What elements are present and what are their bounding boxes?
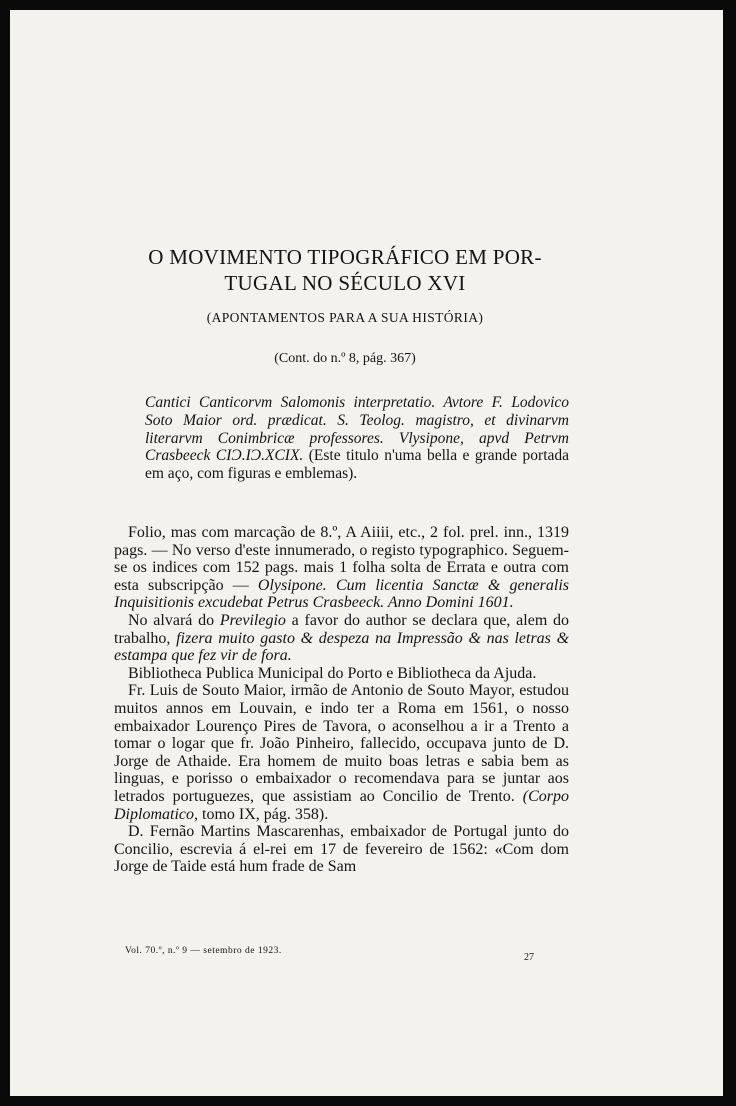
biography-reference: tomo IX, pág. 358). bbox=[198, 805, 329, 823]
paragraph-libraries: Bibliotheca Publica Municipal do Porto e Bibliotheca da Ajuda. bbox=[128, 664, 537, 682]
article-body bbox=[114, 524, 569, 876]
biography-source: (Corpo Diplomatico, bbox=[114, 787, 569, 823]
article-title bbox=[110, 244, 580, 296]
volume-footer: Vol. 70.º, n.º 9 — setembro de 1923. bbox=[125, 946, 282, 956]
article-subtitle: (APONTAMENTOS PARA A SUA HISTÓRIA) bbox=[206, 310, 484, 325]
entry-citation: Cantici Canticorvm Salomonis interpretatio. Avtore F. Lodovico Soto Maior ord. prædicat. S. Teolog. magistro, et divinarvm literarvm Conimbricæ professores. Vlysipone, apvd Petrvm Crasbeeck CIƆ.IƆ.XCIX. bbox=[145, 394, 569, 465]
paragraph-biography bbox=[114, 682, 569, 823]
journal-page bbox=[10, 10, 723, 1096]
privilege-term: Previlegio bbox=[219, 611, 286, 629]
paragraph-letter: D. Fernão Martins Mascarenhas, embaixador de Portugal junto do Concilio, escrevia á el-rei em 17 de fevereiro de 1562: «Com dom Jorge de Taide está hum frade de Sam bbox=[114, 823, 569, 876]
paragraph-description-colophon: Olysipone. Cum licentia Sanctæ & generalis Inquisitionis excudebat Petrus Crasbeeck. Anno Domini 1601. bbox=[114, 576, 570, 612]
bibliographic-entry bbox=[145, 394, 569, 483]
paragraph-description-text: Folio, mas com marcação de 8.º, A Aiiii, etc., 2 fol. prel. inn., 1319 pags. — No verso d'este innumerado, o registo typographico. Seguem-se os indices com 152 pags. mais 1 folha solta de Errata e outra com esta subscripção — bbox=[114, 524, 569, 594]
privilege-text-a: No alvará do bbox=[128, 611, 220, 629]
paragraph-description bbox=[114, 524, 569, 612]
page-number: 27 bbox=[524, 952, 534, 963]
entry-note: (Este titulo n'uma bella e grande portada em aço, com figuras e emblemas). bbox=[145, 447, 570, 483]
biography-text: Fr. Luis de Souto Maior, irmão de Antonio de Souto Mayor, estudou muitos annos em Louvain, e indo ter a Roma em 1561, o nosso embaixador Lourenço Pires de Tavora, o aconselhou a ir a Trento a tomar o logar que fr. João Pinheiro, fallecido, occupava junto de D. Jorge de Athaide. Era homem de muito boas letras e sabia bem as linguas, e porisso o embaixador o recomendava para se juntar aos letrados portuguezes, que assistiam ao Concilio de Trento. bbox=[114, 682, 569, 805]
continuation-note: (Cont. do n.º 8, pág. 367) bbox=[274, 351, 416, 366]
paragraph-privilege bbox=[114, 612, 569, 665]
title-line-1: O MOVIMENTO TIPOGRÁFICO EM POR- bbox=[148, 245, 542, 269]
privilege-quote: fizera muito gasto & despeza na Impressão & nas letras & estampa que fez vir de fora. bbox=[114, 629, 570, 665]
title-line-2: TUGAL NO SÉCULO XVI bbox=[224, 271, 466, 295]
privilege-text-b: a favor do author se declara que, alem do trabalho, bbox=[114, 611, 569, 647]
